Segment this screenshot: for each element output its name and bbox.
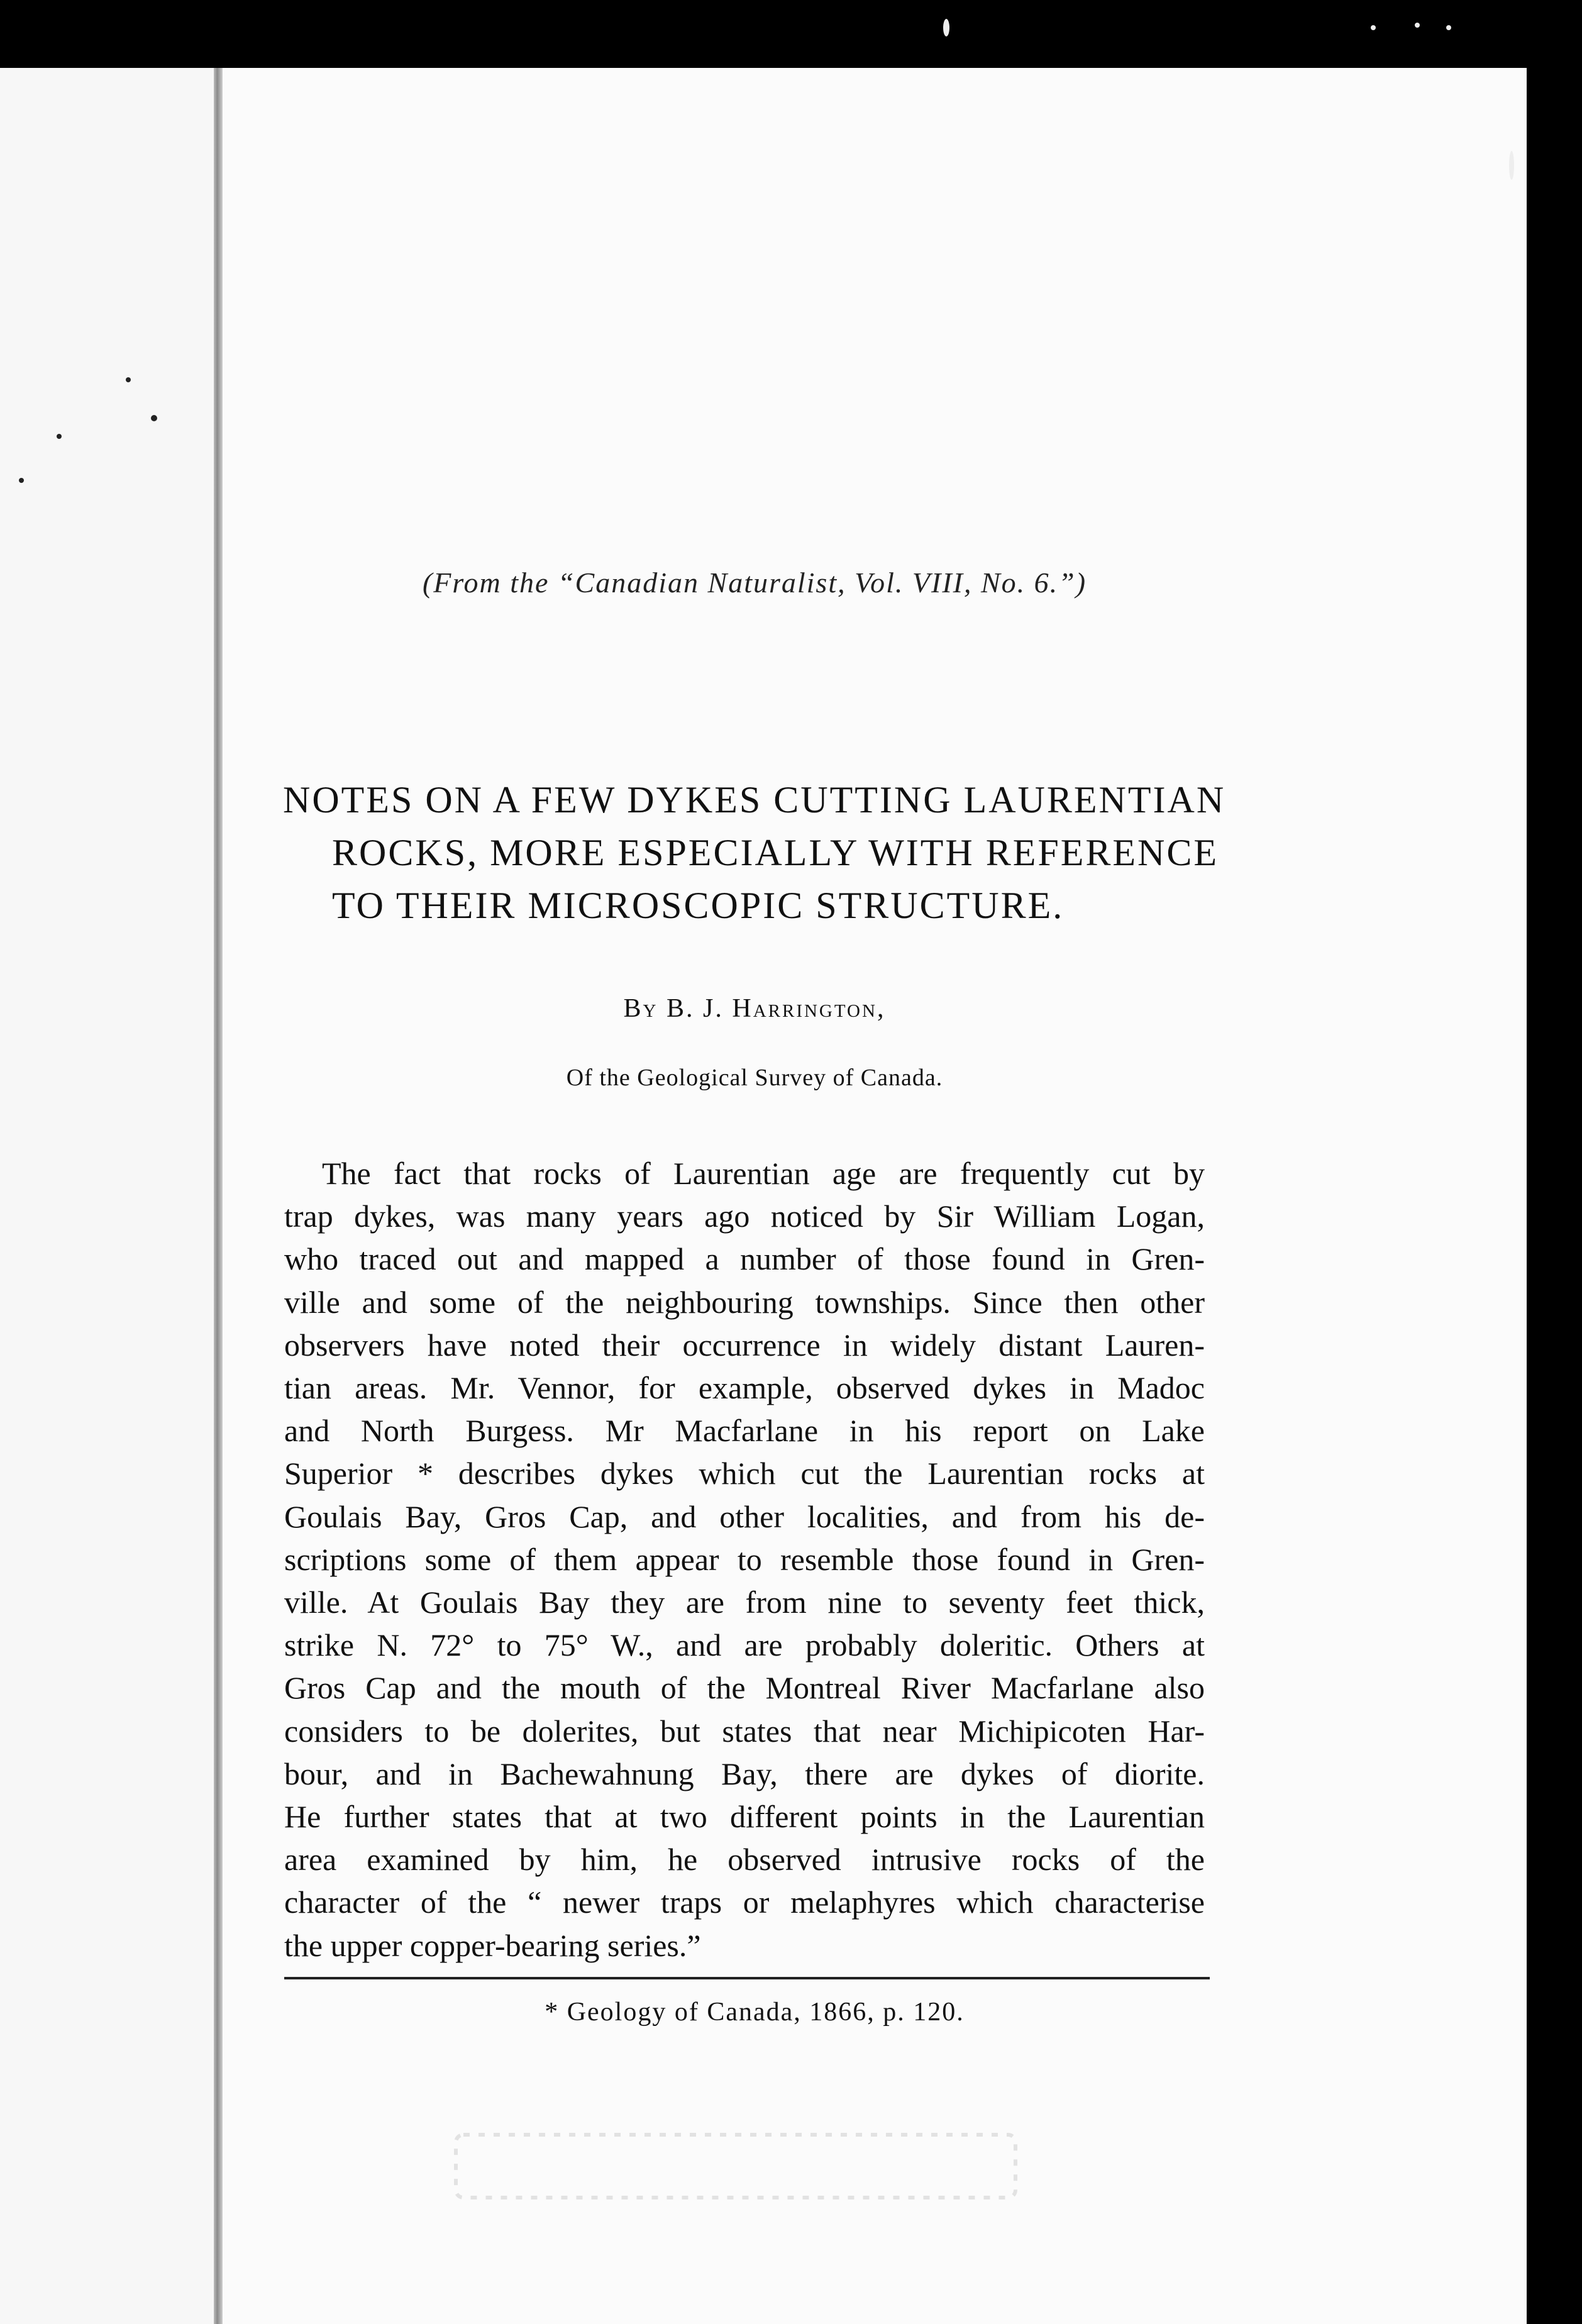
- footnote: * Geology of Canada, 1866, p. 120.: [545, 1998, 965, 2027]
- author-affiliation: Of the Geological Survey of Canada.: [566, 1065, 943, 1091]
- text-line: and North Burgess. Mr Macfarlane in his report on Lake: [284, 1413, 1205, 1449]
- scan-speck: [1371, 25, 1376, 30]
- scan-speck: [126, 377, 131, 382]
- scan-speck: [1415, 23, 1420, 28]
- text-line: observers have noted their occurrence in widely distant Lauren-: [284, 1327, 1205, 1363]
- text-line: ville. At Goulais Bay they are from nine to seventy feet thick,: [284, 1585, 1205, 1620]
- text-line: tian areas. Mr. Vennor, for example, observed dykes in Madoc: [284, 1370, 1205, 1406]
- scan-speck: [151, 415, 157, 421]
- author-byline: By B. J. Harrington,: [623, 994, 886, 1023]
- text-line: character of the “ newer traps or melaphyres which characterise: [284, 1884, 1205, 1920]
- scan-speck: [1509, 151, 1514, 180]
- title-line: TO THEIR MICROSCOPIC STRUCTURE.: [332, 885, 1065, 926]
- text-line: Gros Cap and the mouth of the Montreal River Macfarlane also: [284, 1670, 1205, 1706]
- title-line: ROCKS, MORE ESPECIALLY WITH REFERENCE: [332, 832, 1219, 873]
- scan-speck: [57, 434, 62, 439]
- text-line: strike N. 72° to 75° W., and are probably doleritic. Others at: [284, 1627, 1205, 1663]
- footnote-divider: [284, 1977, 1210, 1979]
- text-line: He further states that at two different points in the Laurentian: [284, 1799, 1205, 1835]
- text-line: bour, and in Bachewahnung Bay, there are dykes of diorite.: [284, 1756, 1205, 1791]
- text-line: area examined by him, he observed intrusive rocks of the: [284, 1842, 1205, 1878]
- faded-library-stamp: [453, 2132, 1019, 2201]
- text-line: ville and some of the neighbouring townships. Since then other: [284, 1284, 1205, 1320]
- article-title: [283, 773, 1226, 932]
- scan-speck: [19, 478, 24, 483]
- text-line: Goulais Bay, Gros Cap, and other localities, and from his de-: [284, 1498, 1205, 1534]
- text-line: trap dykes, was many years ago noticed by Sir William Logan,: [284, 1198, 1205, 1234]
- text-line: scriptions some of them appear to resemble those found in Gren-: [284, 1541, 1205, 1577]
- text-line: Superior * describes dykes which cut the Laurentian rocks at: [284, 1456, 1205, 1491]
- body-paragraph: [284, 1152, 1205, 1967]
- scan-speck: [943, 19, 949, 36]
- text-line: The fact that rocks of Laurentian age are frequently cut by: [322, 1156, 1205, 1191]
- previous-leaf-edge: [0, 68, 214, 2324]
- scan-speck: [1446, 25, 1451, 30]
- text-line: who traced out and mapped a number of those found in Gren-: [284, 1241, 1205, 1277]
- title-line: NOTES ON A FEW DYKES CUTTING LAURENTIAN: [283, 779, 1226, 821]
- page-gutter: [214, 68, 223, 2324]
- source-citation: (From the “Canadian Naturalist, Vol. VIII, No. 6.”): [422, 567, 1087, 599]
- text-line: the upper copper-bearing series.”: [284, 1927, 701, 1963]
- text-line: considers to be dolerites, but states that near Michipicoten Har-: [284, 1713, 1205, 1749]
